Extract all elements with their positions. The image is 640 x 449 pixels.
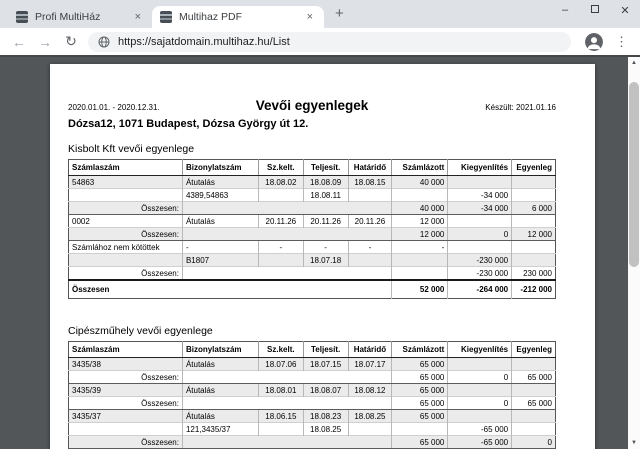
report-title: Vevői egyenlegek <box>255 98 369 113</box>
total-label-cell: Összesen: <box>69 228 183 241</box>
table-row <box>69 254 556 267</box>
table-cell <box>258 423 303 436</box>
total-value-cell: -212 000 <box>512 280 556 299</box>
table-cell: -65 000 <box>448 423 512 436</box>
table-cell: 18.08.07 <box>303 384 348 397</box>
table-cell <box>512 176 556 189</box>
table-cell: 40 000 <box>392 176 448 189</box>
total-value-cell: 0 <box>448 397 512 410</box>
table-cell: 65 000 <box>392 410 448 423</box>
scroll-up-icon[interactable]: ▲ <box>631 60 637 66</box>
table-cell: 3435/38 <box>69 358 183 371</box>
forward-icon[interactable]: → <box>38 33 52 50</box>
tab-profi-multihaz[interactable] <box>8 6 152 28</box>
total-label-cell: Összesen: <box>69 371 183 384</box>
column-header: Határidő <box>348 342 392 358</box>
table-cell <box>258 189 303 202</box>
table-cell <box>348 189 392 202</box>
close-window-button[interactable]: ✕ <box>620 4 630 17</box>
table-cell: -230 000 <box>448 254 512 267</box>
total-value-cell: 65 000 <box>392 436 448 449</box>
table-cell: 3435/37 <box>69 410 183 423</box>
total-value-cell: 6 000 <box>512 202 556 215</box>
table-cell: 18.08.15 <box>348 176 392 189</box>
pdf-viewer <box>0 55 640 449</box>
tab-strip <box>0 0 640 28</box>
table-row <box>69 410 556 423</box>
back-icon[interactable]: ← <box>12 33 26 50</box>
table-cell: 4389,54863 <box>182 189 258 202</box>
table-cell <box>512 384 556 397</box>
multihaz-favicon <box>16 11 28 23</box>
table-cell: Átutalás <box>182 410 258 423</box>
total-value-cell: 65 000 <box>512 371 556 384</box>
table-cell <box>69 423 183 436</box>
table-row <box>69 241 556 254</box>
table-cell: - <box>258 241 303 254</box>
balance-table-cipeszmuhely <box>68 341 556 449</box>
total-label-cell: Összesen <box>69 280 392 299</box>
table-cell <box>512 410 556 423</box>
table-cell: 18.07.06 <box>258 358 303 371</box>
new-tab-button[interactable]: + <box>335 5 344 22</box>
document-header <box>68 98 556 113</box>
table-cell: 18.07.17 <box>348 358 392 371</box>
table-cell: 18.08.09 <box>303 176 348 189</box>
tab-title: Multihaz PDF <box>179 11 243 23</box>
window-controls <box>550 0 640 20</box>
table-cell <box>392 254 448 267</box>
table-cell: 18.08.25 <box>348 410 392 423</box>
table-cell: 54863 <box>69 176 183 189</box>
table-cell: 20.11.26 <box>348 215 392 228</box>
navigation-bar <box>0 28 640 55</box>
column-header: Számlaszám <box>69 342 183 358</box>
close-tab-icon[interactable]: × <box>134 10 141 23</box>
table-cell: 18.08.02 <box>258 176 303 189</box>
column-header: Teljesít. <box>303 160 348 176</box>
table-cell: 18.07.18 <box>303 254 348 267</box>
table-header-row <box>69 160 556 176</box>
tab-multihaz-pdf[interactable] <box>152 6 324 28</box>
minimize-button[interactable]: – <box>561 4 569 16</box>
scrollbar-thumb[interactable] <box>629 82 639 267</box>
total-value-cell: -230 000 <box>448 267 512 281</box>
table-row <box>69 176 556 189</box>
table-cell <box>348 423 392 436</box>
column-header: Egyenleg <box>512 342 556 358</box>
subtotal-row <box>69 436 556 449</box>
maximize-button[interactable] <box>580 4 610 16</box>
globe-icon <box>98 36 110 48</box>
total-label-cell: Összesen: <box>69 267 183 281</box>
table-cell <box>512 358 556 371</box>
pdf-page <box>50 64 595 449</box>
column-header: Számlázott <box>392 160 448 176</box>
profile-avatar[interactable] <box>585 33 603 51</box>
total-label-cell: Összesen: <box>69 202 183 215</box>
total-label-cell: Összesen: <box>69 436 183 449</box>
report-created-date: Készült: 2021.01.16 <box>485 103 556 112</box>
subtotal-row <box>69 202 556 215</box>
column-header: Számlaszám <box>69 160 183 176</box>
table-cell <box>392 189 448 202</box>
url-bar[interactable] <box>88 32 571 52</box>
table-cell: - <box>392 241 448 254</box>
total-value-cell: 52 000 <box>392 280 448 299</box>
column-header: Sz.kelt. <box>258 342 303 358</box>
total-value-cell: 65 000 <box>392 371 448 384</box>
section-heading-kisbolt: Kisbolt Kft vevői egyenlege <box>68 143 195 155</box>
table-cell <box>512 241 556 254</box>
table-cell: 18.08.25 <box>303 423 348 436</box>
tab-title: Profi MultiHáz <box>35 11 101 23</box>
subtotal-row <box>69 371 556 384</box>
column-header: Teljesít. <box>303 342 348 358</box>
avatar-icon <box>585 33 603 51</box>
table-cell: Átutalás <box>182 176 258 189</box>
column-header: Sz.kelt. <box>258 160 303 176</box>
table-cell: 18.07.15 <box>303 358 348 371</box>
table-cell: - <box>182 241 258 254</box>
table-cell: 20.11.26 <box>258 215 303 228</box>
table-cell <box>69 254 183 267</box>
total-value-cell <box>392 267 448 281</box>
table-cell <box>448 176 512 189</box>
table-row <box>69 423 556 436</box>
column-header: Kiegyenlítés <box>448 160 512 176</box>
total-value-cell: 12 000 <box>392 228 448 241</box>
table-cell <box>512 254 556 267</box>
url-text: https://sajatdomain.multihaz.hu/List <box>118 35 290 48</box>
total-value-cell: -34 000 <box>448 202 512 215</box>
table-cell: -34 000 <box>448 189 512 202</box>
table-row <box>69 384 556 397</box>
table-cell <box>182 228 391 241</box>
total-value-cell: 0 <box>448 228 512 241</box>
table-cell <box>448 358 512 371</box>
table-cell <box>182 371 391 384</box>
total-value-cell: 0 <box>512 436 556 449</box>
table-cell <box>448 241 512 254</box>
table-cell <box>182 202 391 215</box>
table-header-row <box>69 342 556 358</box>
table-cell <box>182 267 391 281</box>
table-cell: 121,3435/37 <box>182 423 258 436</box>
table-cell <box>258 254 303 267</box>
table-cell: - <box>303 241 348 254</box>
table-cell: 3435/39 <box>69 384 183 397</box>
table-cell: 18.08.01 <box>258 384 303 397</box>
column-header: Bizonylatszám <box>182 342 258 358</box>
table-row <box>69 358 556 371</box>
total-value-cell: 0 <box>448 371 512 384</box>
table-cell <box>392 423 448 436</box>
table-cell: Átutalás <box>182 358 258 371</box>
total-value-cell: -65 000 <box>448 436 512 449</box>
total-value-cell: 65 000 <box>392 397 448 410</box>
total-value-cell: 65 000 <box>512 397 556 410</box>
scroll-down-icon[interactable]: ▼ <box>631 440 637 446</box>
maximize-icon <box>591 5 599 13</box>
table-row <box>69 189 556 202</box>
table-cell <box>512 423 556 436</box>
column-header: Határidő <box>348 160 392 176</box>
table-cell <box>448 215 512 228</box>
balance-table-kisbolt <box>68 159 556 299</box>
table-row <box>69 215 556 228</box>
vertical-scrollbar[interactable] <box>628 57 640 449</box>
table-cell: 65 000 <box>392 384 448 397</box>
table-cell <box>182 397 391 410</box>
column-header: Számlázott <box>392 342 448 358</box>
table-cell: B1807 <box>182 254 258 267</box>
table-cell <box>348 254 392 267</box>
close-tab-icon[interactable]: × <box>306 10 313 23</box>
section-heading-cipeszmuhely: Cipészműhely vevői egyenlege <box>68 325 213 337</box>
table-cell <box>512 215 556 228</box>
subtotal-row <box>69 397 556 410</box>
table-cell: Számlához nem kötöttek <box>69 241 183 254</box>
multihaz-favicon <box>160 11 172 23</box>
table-cell: 18.06.15 <box>258 410 303 423</box>
browser-menu-icon[interactable]: ⋮ <box>615 33 628 49</box>
column-header: Kiegyenlítés <box>448 342 512 358</box>
total-value-cell: -264 000 <box>448 280 512 299</box>
table-cell: 0002 <box>69 215 183 228</box>
table-cell: 18.08.12 <box>348 384 392 397</box>
table-cell <box>69 189 183 202</box>
table-cell: 20.11.26 <box>303 215 348 228</box>
total-label-cell: Összesen: <box>69 397 183 410</box>
company-address: Dózsa12, 1071 Budapest, Dózsa György út 12. <box>68 118 309 130</box>
column-header: Egyenleg <box>512 160 556 176</box>
table-cell: - <box>348 241 392 254</box>
total-value-cell: 12 000 <box>512 228 556 241</box>
column-header: Bizonylatszám <box>182 160 258 176</box>
table-cell: 65 000 <box>392 358 448 371</box>
table-cell <box>512 189 556 202</box>
table-cell <box>448 410 512 423</box>
table-cell: Átutalás <box>182 215 258 228</box>
subtotal-row <box>69 267 556 281</box>
table-cell: 12 000 <box>392 215 448 228</box>
total-value-cell: 230 000 <box>512 267 556 281</box>
reload-icon[interactable]: ↻ <box>65 33 77 49</box>
table-cell: Átutalás <box>182 384 258 397</box>
report-period: 2020.01.01. - 2020.12.31. <box>68 103 160 112</box>
grand-row <box>69 280 556 299</box>
table-cell <box>182 436 391 449</box>
subtotal-row <box>69 228 556 241</box>
table-cell <box>448 384 512 397</box>
total-value-cell: 40 000 <box>392 202 448 215</box>
table-cell: 18.08.23 <box>303 410 348 423</box>
table-cell: 18.08.11 <box>303 189 348 202</box>
